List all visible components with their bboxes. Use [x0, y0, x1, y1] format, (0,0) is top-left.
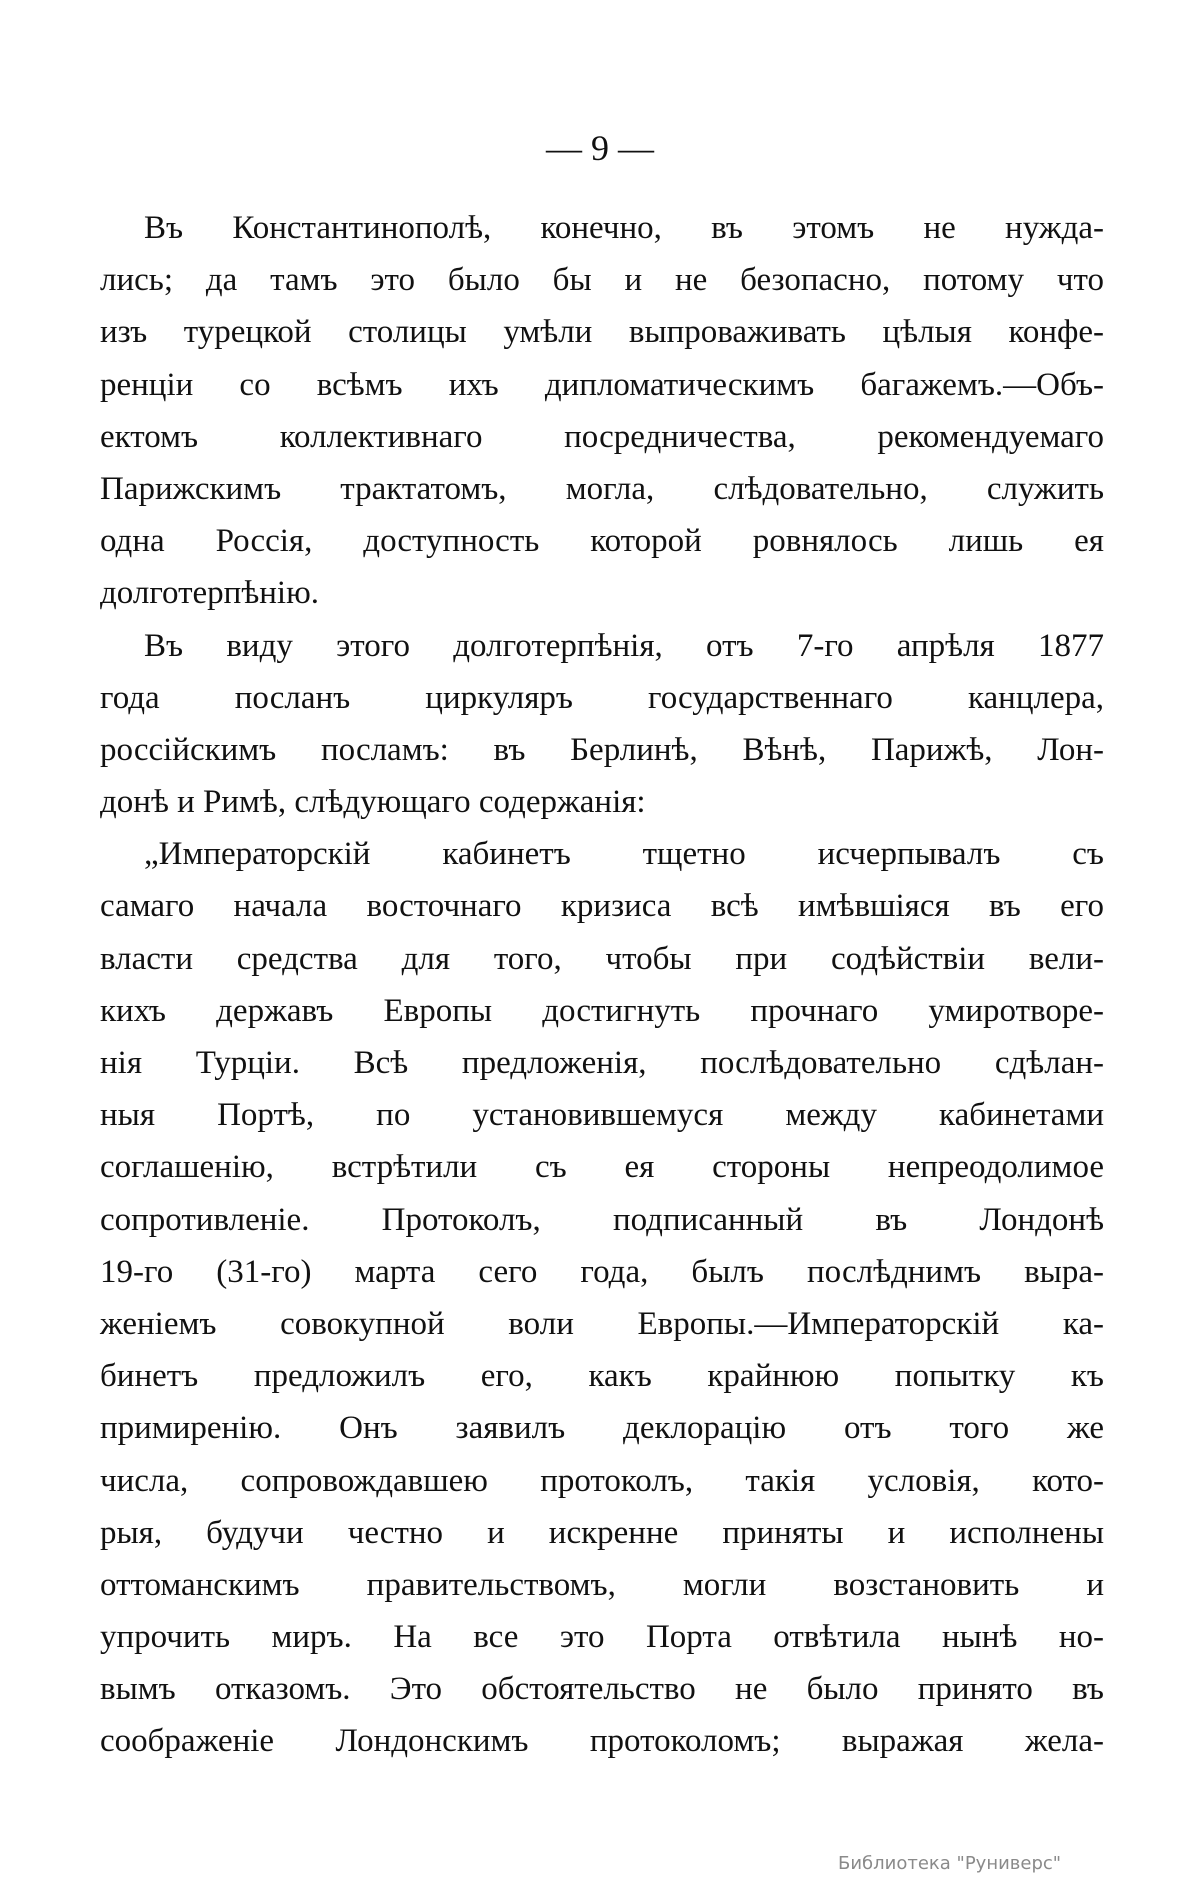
- text-line: власти средства для того, чтобы при содѣйствiи вели-: [100, 940, 1104, 977]
- text-line: бинетъ предложилъ его, какъ крайнюю попытку къ: [100, 1358, 1104, 1395]
- text-line: сопротивленiе. Протоколъ, подписанный въ Лондонѣ: [100, 1201, 1104, 1238]
- text-line: „Императорскiй кабинетъ тщетно исчерпывалъ съ: [144, 836, 1104, 873]
- text-line: примиренiю. Онъ заявилъ деклорацiю отъ того же: [100, 1410, 1104, 1447]
- text-line: вымъ отказомъ. Это обстоятельство не было принято въ: [100, 1671, 1104, 1708]
- text-line: числа, сопровождавшею протоколъ, такiя условiя, кото-: [100, 1462, 1104, 1499]
- text-line: россiйскимъ посламъ: въ Берлинѣ, Вѣнѣ, Парижѣ, Лон-: [100, 731, 1104, 768]
- text-line: оттоманскимъ правительствомъ, могли возстановить и: [100, 1566, 1104, 1603]
- text-line: Въ Константинополѣ, конечно, въ этомъ не нужда-: [144, 210, 1104, 246]
- text-line: соображенiе Лондонскимъ протоколомъ; выражая жела-: [100, 1723, 1104, 1760]
- text-line: донѣ и Римѣ, слѣдующаго содержанiя:: [100, 784, 646, 821]
- body-text: [100, 202, 1104, 1768]
- library-watermark: Библиотека "Руниверс": [838, 1853, 1062, 1874]
- text-line: лись; да тамъ это было бы и не безопасно, потому что: [100, 262, 1104, 299]
- text-line: 19-го (31-го) марта сего года, былъ послѣднимъ выра-: [100, 1253, 1104, 1290]
- text-line: ектомъ коллективнаго посредничества, рекомендуемаго: [100, 418, 1104, 455]
- text-line: кихъ державъ Европы достигнуть прочнаго умиротворе-: [100, 992, 1104, 1029]
- text-line: Въ виду этого долготерпѣнiя, отъ 7-го апрѣля 1877: [144, 627, 1104, 664]
- text-line: женiемъ совокупной воли Европы.—Императорскiй ка-: [100, 1305, 1104, 1342]
- text-line: нiя Турцiи. Всѣ предложенiя, послѣдовательно сдѣлан-: [100, 1045, 1104, 1081]
- text-line: изъ турецкой столицы умѣли выпроваживать цѣлыя конфе-: [100, 314, 1104, 351]
- text-line: Парижскимъ трактатомъ, могла, слѣдовательно, служить: [100, 470, 1104, 507]
- text-line: ренцiи со всѣмъ ихъ дипломатическимъ багажемъ.—Объ-: [100, 366, 1104, 403]
- text-line: ныя Портѣ, по установившемуся между кабинетами: [100, 1097, 1104, 1134]
- text-line: одна Россiя, доступность которой ровнялось лишь ея: [100, 523, 1104, 560]
- text-line: рыя, будучи честно и искренне приняты и исполнены: [100, 1514, 1104, 1551]
- page-number: — 9 —: [546, 128, 654, 168]
- text-line: долготерпѣнiю.: [100, 575, 319, 612]
- text-line: упрочить миръ. На все это Порта отвѣтила нынѣ но-: [100, 1619, 1104, 1656]
- text-line: соглашенiю, встрѣтили съ ея стороны непреодолимое: [100, 1149, 1104, 1186]
- text-line: года посланъ циркуляръ государственнаго канцлера,: [100, 679, 1104, 716]
- text-line: самаго начала восточнаго кризиса всѣ имѣвшiяся въ его: [100, 888, 1104, 925]
